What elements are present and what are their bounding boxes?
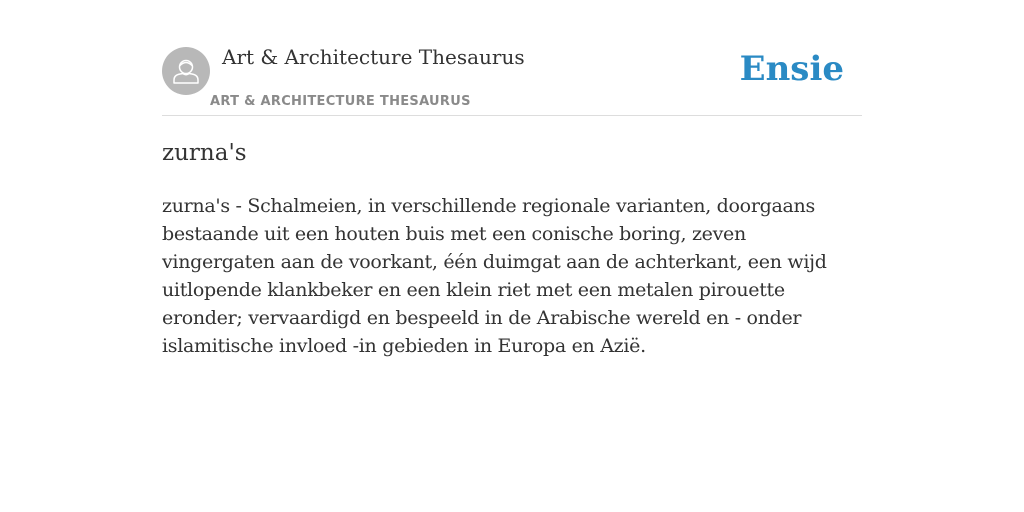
entry-header xyxy=(162,0,862,116)
avatar[interactable] xyxy=(162,47,210,95)
source-label[interactable]: ART & ARCHITECTURE THESAURUS xyxy=(210,94,471,109)
page-container xyxy=(162,0,862,357)
author-name[interactable]: Art & Architecture Thesaurus xyxy=(222,45,525,69)
entry-definition: zurna's - Schalmeien, in verschillende regionale varianten, doorgaans bestaande uit een houten buis met een conische boring, zeven vingergaten aan de voorkant, één duimgat aan de achterkant, een wijd uitlopende klankbeker en een klein riet met een metalen pirouette eronder; vervaardigd en bespeeld in de Arabische wereld en - onder islamitische invloed -in gebieden in Europa en Azië. xyxy=(162,195,827,357)
entry-title: zurna's xyxy=(162,140,247,166)
user-silhouette-icon xyxy=(162,47,210,95)
ensie-logo[interactable]: Ensie xyxy=(739,49,844,89)
